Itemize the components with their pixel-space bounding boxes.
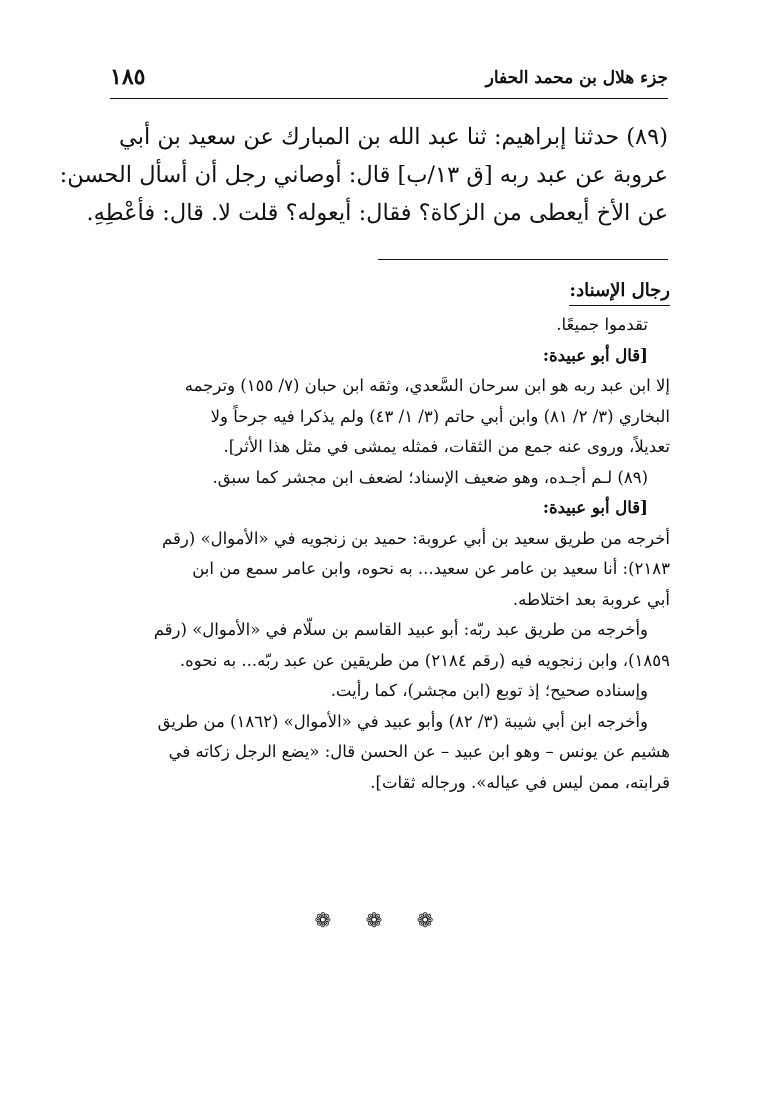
running-title: جزء هلال بن محمد الحفار [485,68,668,88]
commentary-line: ١٨٥٩)، وابن زنجويه فيه (رقم ٢١٨٤) من طريقين عن عبد ربّه... به نحوه. [179,650,670,670]
hadith-line: عن الأخ أيعطى من الزكاة؟ فقال: أيعوله؟ قلت لا. قال: فأعْطِهِ. [86,200,668,226]
commentary-line: [قال أبو عبيدة: [542,345,648,365]
commentary-line: أبي عروبة بعد اختلاطه. [512,589,670,609]
commentary-line: وأخرجه من طريق عبد ربّه: أبو عبيد القاسم بن سلّام في «الأموال» (رقم [153,620,648,639]
commentary-line: وأخرجه ابن أبي شيبة (٣/ ٨٢) وأبو عبيد في «الأموال» (١٨٦٢) من طريق [157,711,648,731]
footnote-separator [378,259,668,260]
page-header [110,64,668,99]
commentary-line: ٢١٨٣): أنا سعيد بن عامر عن سعيد... به نحوه، وابن عامر سمع من ابن [192,559,670,578]
commentary-line: قرابته، ممن ليس في عياله». ورجاله ثقات]. [370,772,670,792]
commentary-line: هشيم عن يونس – وهو ابن عبيد – عن الحسن قال: «يضع الرجل زكاته في [168,742,670,761]
commentary-line: تقدموا جميعًا. [556,315,648,334]
commentary-line: وإسناده صحيح؛ إذ توبع (ابن مجشر)، كما رأيت. [330,681,648,700]
commentary-line: أخرجه من طريق سعيد بن أبي عروبة: حميد بن زنجويه في «الأموال» (رقم [161,528,670,548]
commentary-line: تعديلاً، وروى عنه جمع من الثقات، فمثله يمشى في مثل هذا الأثر]. [223,437,670,456]
page-number: ١٨٥ [110,64,146,90]
closing-ornament: ❁ ❁ ❁ [314,908,448,932]
commentary-line: (٨٩) لـم أجـده، وهو ضعيف الإسناد؛ لضعف ابن مجشر كما سبق. [212,467,648,487]
commentary-line: [قال أبو عبيدة: [542,498,648,517]
hadith-line: عروبة عن عبد ربه [ق ١٣/ب] قال: أوصاني رجل أن أسأل الحسن: [59,162,668,188]
commentary-section [105,276,670,798]
commentary-body [105,310,670,798]
hadith-line: (٨٩) حدثنا إبراهيم: ثنا عبد الله بن المبارك عن سعيد بن أبي [118,124,668,150]
commentary-line: البخاري (٣/ ٢/ ٨١) وابن أبي حاتم (٣/ ١/ ٤٣) ولم يذكرا فيه جرحاً ولا [210,406,670,426]
hadith-text [59,118,668,232]
commentary-line: إلا ابن عبد ربه هو ابن سرحان السَّعدي، وثقه ابن حبان (٧/ ١٥٥) وترجمه [184,376,670,395]
section-heading: رجال الإسناد: [569,277,670,306]
